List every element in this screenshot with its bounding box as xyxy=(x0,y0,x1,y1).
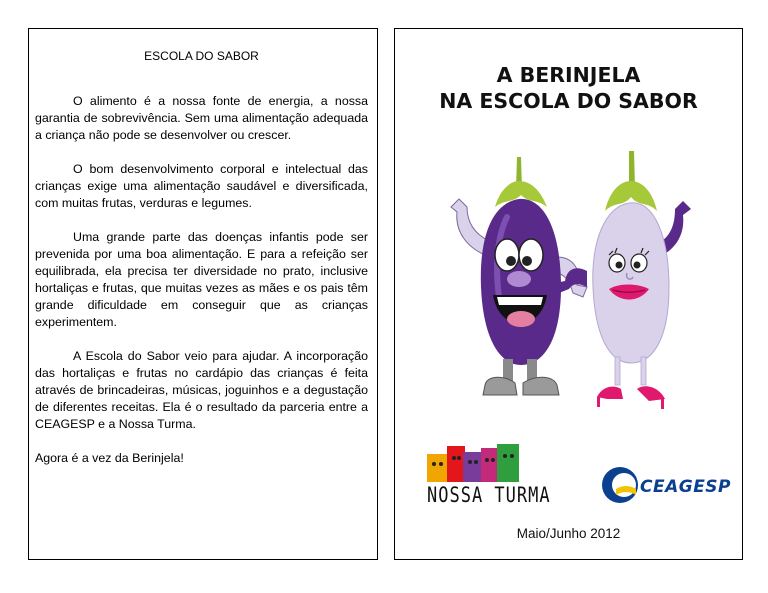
eggplant-characters-illustration xyxy=(437,137,707,417)
nossa-turma-wordmark: NOSSA TURMA xyxy=(427,483,551,508)
ceagesp-logo-icon xyxy=(600,465,640,505)
cover-title-line-1: A BERINJELA xyxy=(496,63,641,87)
left-page-heading: ESCOLA DO SABOR xyxy=(144,49,259,63)
closing-line: Agora é a vez da Berinjela! xyxy=(35,451,184,465)
paragraph-4: A Escola do Sabor veio para ajudar. A incorporação das hortaliças e frutas no cardápio das crianças é feita através de brincadeiras, músicas, joguinhos e a degustação de diferentes receitas. Ela é o resultado da parceria entre a CEAGESP e a Nossa Turma. xyxy=(35,349,368,431)
cover-title-line-2: NA ESCOLA DO SABOR xyxy=(439,89,698,113)
left-page xyxy=(28,28,378,560)
cover-title xyxy=(395,62,742,114)
cover-page xyxy=(394,28,743,560)
ceagesp-wordmark: CEAGESP xyxy=(640,477,732,497)
girl-eggplant xyxy=(555,151,691,409)
paragraph-3: Uma grande parte das doenças infantis pode ser prevenida por uma boa alimentação. E para a refeição ser equilibrada, ela precisa ter diversidade no prato, inclusive hortaliças e frutas, que muitas vezes as mães e os pais têm grande dificuldade em conseguir que as crianças experimentem. xyxy=(35,230,368,329)
nossa-turma-logo-icon xyxy=(425,442,525,486)
paragraph-1: O alimento é a nossa fonte de energia, a nossa garantia de sobrevivência. Sem uma alimentação adequada a criança não pode se desenvolver ou crescer. xyxy=(35,94,368,142)
publication-date: Maio/Junho 2012 xyxy=(516,526,621,541)
paragraph-2: O bom desenvolvimento corporal e intelectual das crianças exige uma alimentação saudável e diversificada, com muitas frutas, verduras e legumes. xyxy=(35,162,368,210)
